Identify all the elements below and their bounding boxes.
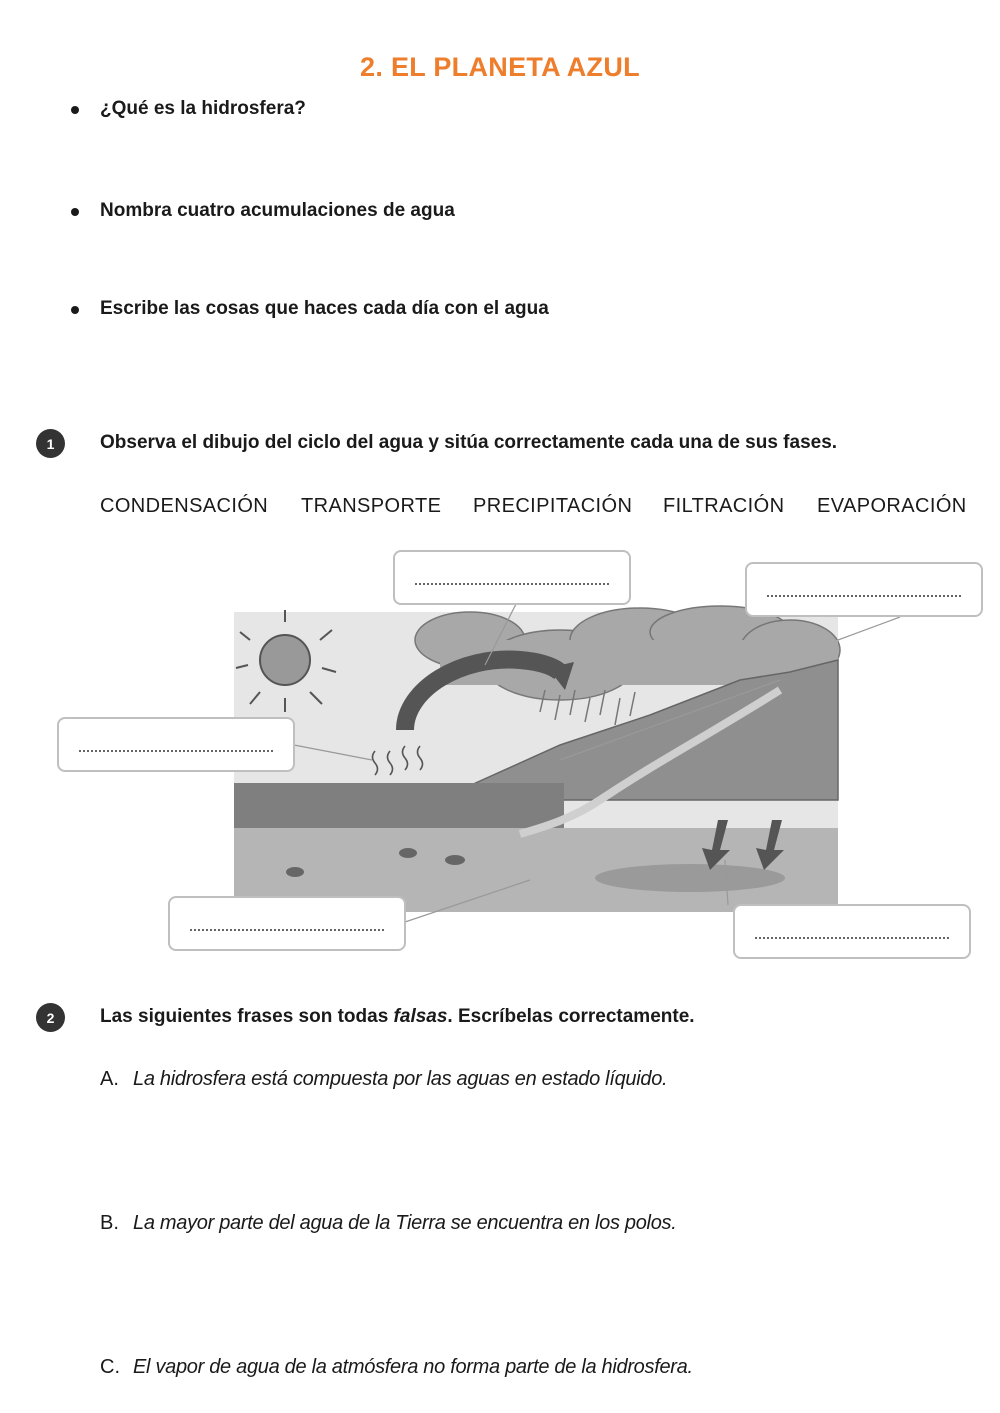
sentence-letter: C. (100, 1356, 120, 1378)
exercise-2-number: 2 (36, 1003, 65, 1032)
exercise-1-instruction: Observa el dibujo del ciclo del agua y sitúa correctamente cada una de sus fases. (100, 432, 838, 453)
question-acumulaciones: Nombra cuatro acumulaciones de agua (100, 200, 455, 221)
diagram-label-top-right[interactable] (745, 562, 983, 617)
word-condensacion: CONDENSACIÓN (100, 495, 269, 517)
word-transporte: TRANSPORTE (301, 495, 442, 517)
exercise-1-number: 1 (36, 429, 65, 458)
underground-water (595, 864, 785, 892)
word-precipitacion: PRECIPITACIÓN (473, 495, 633, 517)
sentence-letter: B. (100, 1212, 119, 1234)
question-usos-agua: Escribe las cosas que haces cada día con el agua (100, 298, 549, 319)
page-title: 2. EL PLANETA AZUL (360, 52, 640, 82)
false-sentence-b (100, 1212, 676, 1235)
diagram-label-top[interactable] (393, 550, 631, 605)
word-evaporacion: EVAPORACIÓN (817, 495, 967, 517)
question-hidrosfera: ¿Qué es la hidrosfera? (100, 98, 306, 119)
diagram-label-left[interactable] (57, 717, 295, 772)
diagram-label-bottom-left[interactable] (168, 896, 406, 951)
sea (234, 783, 564, 828)
sentence-text: El vapor de agua de la atmósfera no forma parte de la hidrosfera. (133, 1356, 693, 1378)
word-filtracion: FILTRACIÓN (663, 495, 785, 517)
sentence-letter: A. (100, 1068, 119, 1090)
false-sentence-c (100, 1356, 693, 1379)
false-sentence-a (100, 1068, 667, 1091)
diagram-label-bottom-right[interactable] (733, 904, 971, 959)
sentence-text: La mayor parte del agua de la Tierra se encuentra en los polos. (133, 1212, 677, 1234)
exercise-2-instruction: Las siguientes frases son todas falsas. Escríbelas correctamente. (100, 1006, 695, 1027)
sentence-text: La hidrosfera está compuesta por las aguas en estado líquido. (133, 1068, 668, 1090)
